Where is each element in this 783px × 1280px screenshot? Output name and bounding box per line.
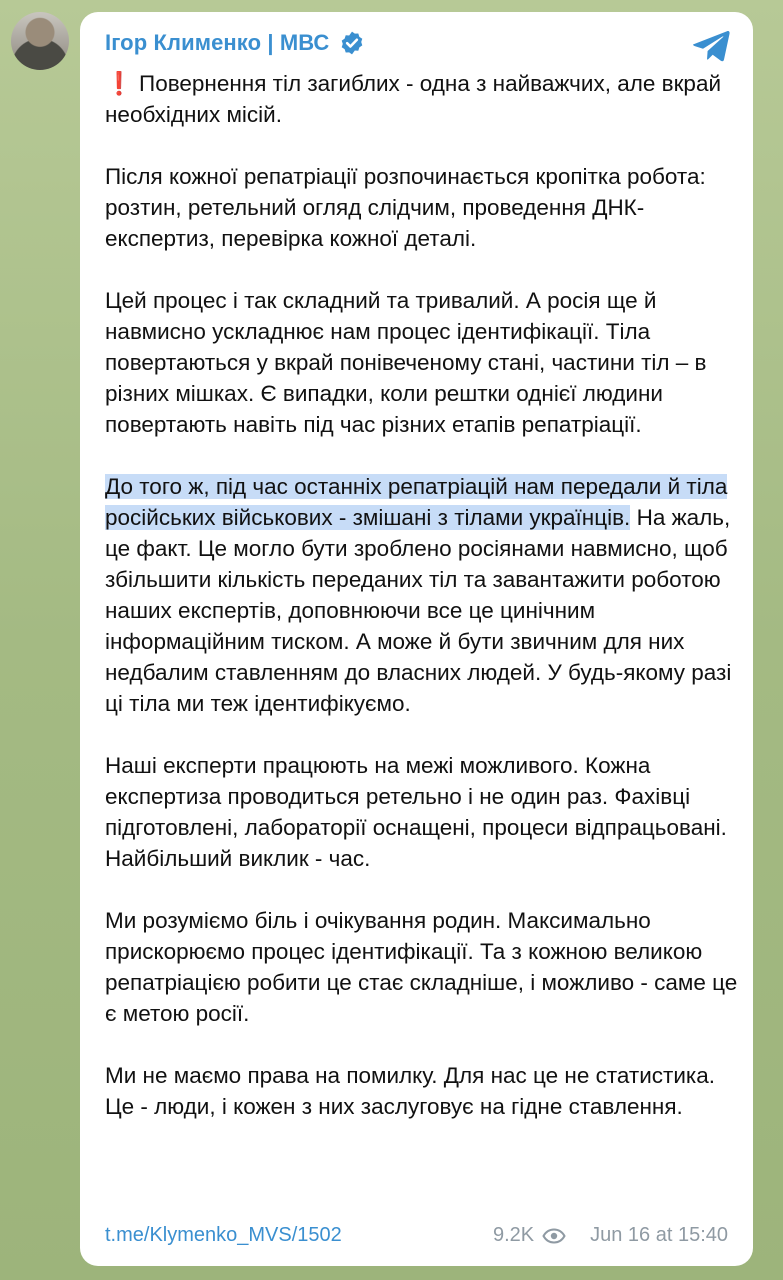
message-meta xyxy=(493,1224,728,1247)
paragraph xyxy=(105,68,745,130)
verified-badge-icon xyxy=(339,30,365,56)
paragraph: Цей процес і так складний та тривалий. А росія ще й навмисно ускладнює нам процес ідентифікації. Тіла повертаються у вкрай понівеченому стані, частини тіл – в різних мішках. Є випадки, коли рештки однієї людини повертають навіть під час різних етапів репатріації. xyxy=(105,288,707,437)
paragraph: Ми не маємо права на помилку. Для нас це не статистика. Це - люди, і кожен з них заслуговує на гідне ставлення. xyxy=(105,1063,716,1119)
post-link[interactable]: t.me/Klymenko_MVS/1502 xyxy=(105,1224,342,1246)
paragraph-text: Повернення тіл загиблих - одна з найважчих, але вкрай необхідних місій. xyxy=(105,71,722,127)
message-footer xyxy=(105,1224,728,1247)
paragraph: Після кожної репатріації розпочинається кропітка робота: розтин, ретельний огляд слідчим, проведення ДНК-експертиз, перевірка кожної деталі. xyxy=(105,164,706,251)
highlighted-text[interactable]: До того ж, під час останніх репатріацій нам передали й тіла російських військових - змішані з тілами українців. xyxy=(105,474,728,530)
paragraph: Ми розуміємо біль і очікування родин. Максимально прискорюємо процес ідентифікації. Та з кожною великою репатріацією робити це стає складніше, і можливо - саме це є метою росії. xyxy=(105,908,738,1026)
message-bubble xyxy=(80,12,753,1266)
view-count: 9.2K xyxy=(492,1224,535,1246)
eye-icon xyxy=(542,1228,566,1244)
telegram-share-icon[interactable] xyxy=(691,28,731,64)
paragraph: Наші експерти працюють на межі можливого. Кожна експертиза проводиться ретельно і не один раз. Фахівці підготовлені, лабораторії оснащені, процеси відпрацьовані. Найбільший виклик - час. xyxy=(105,753,727,871)
author-name[interactable]: Ігор Клименко | МВС xyxy=(105,30,330,55)
message-header xyxy=(105,30,365,56)
avatar[interactable] xyxy=(11,12,69,70)
timestamp: Jun 16 at 15:40 xyxy=(590,1224,728,1246)
message-text xyxy=(105,68,745,1122)
paragraph xyxy=(105,471,745,719)
paragraph-text: На жаль, це факт. Це могло бути зроблено росіянами навмисно, щоб збільшити кількість переданих тіл та завантажити роботою наших експертів, доповнюючи все це цинічним інформаційним тиском. А може й бути звичним для них недбалим ставленням до власних людей. У будь-якому разі ці тіла ми теж ідентифікуємо. xyxy=(105,505,732,716)
exclamation-icon: ❗ xyxy=(105,71,134,96)
